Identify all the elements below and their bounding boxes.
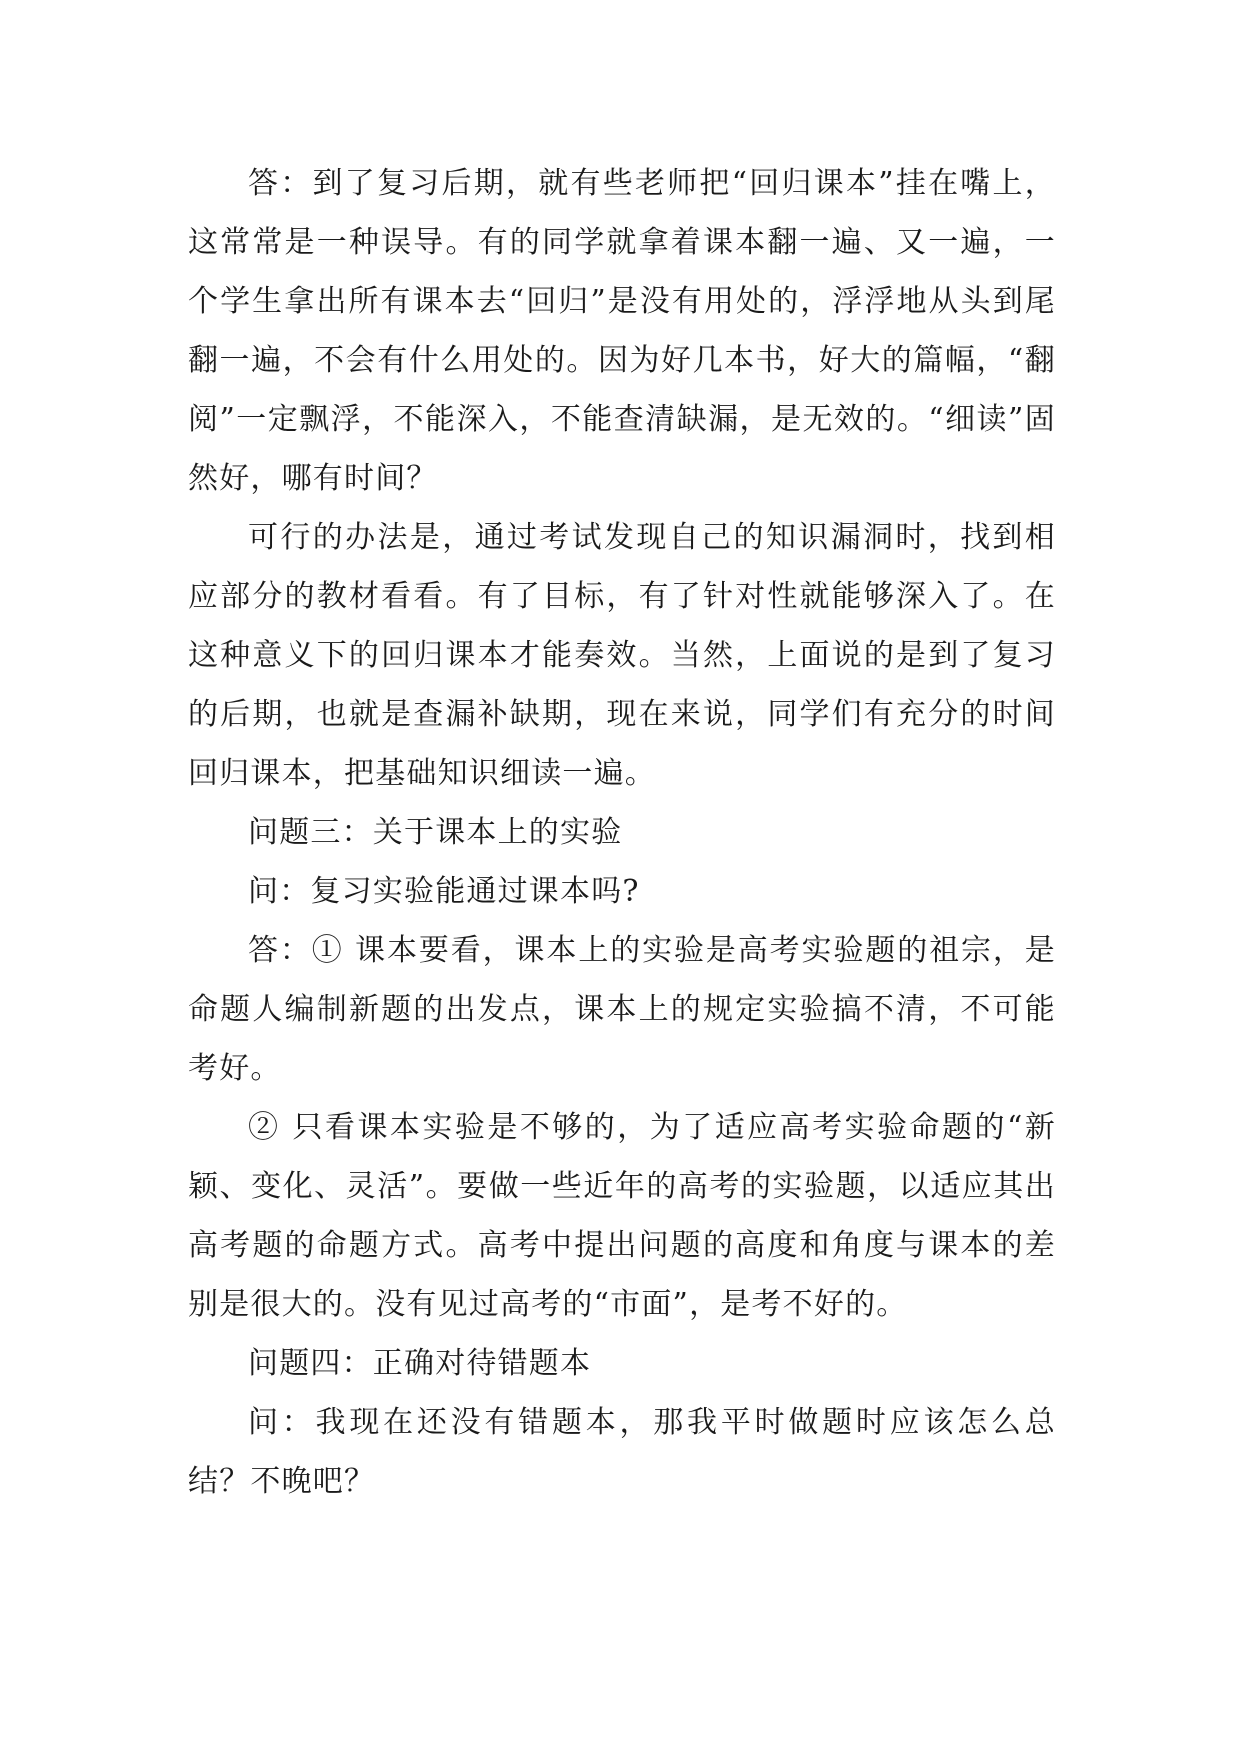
heading-question-three: 问题三：关于课本上的实验 bbox=[248, 815, 623, 850]
paragraph-feasible-method: 可行的办法是，通过考试发现自己的知识漏洞时，找到相应部分的教材看看。有了目标，有了针对性就能够深入了。在这种意义下的回归课本才能奏效。当然，上面说的是到了复习的后期，也就是查漏补缺期，现在来说，同学们有充分的时间回归课本，把基础知识细读一遍。 bbox=[188, 520, 1056, 791]
heading-question-four: 问题四：正确对待错题本 bbox=[248, 1346, 592, 1381]
answer-paragraph-return-to-textbook: 答：到了复习后期，就有些老师把“回归课本”挂在嘴上，这常常是一种误导。有的同学就拿着课本翻一遍、又一遍，一个学生拿出所有课本去“回归”是没有用处的，浮浮地从头到尾翻一遍，不会有什么用处的。因为好几本书，好大的篇幅，“翻阅”一定飘浮，不能深入，不能查清缺漏，是无效的。“细读”固然好，哪有时间？ bbox=[188, 166, 1056, 496]
document-body bbox=[188, 154, 1056, 1511]
question-experiment-review: 问：复习实验能通过课本吗? bbox=[248, 874, 640, 909]
question-mistake-notebook: 问：我现在还没有错题本，那我平时做题时应该怎么总结？不晚吧？ bbox=[188, 1405, 1056, 1499]
answer-point-one: 答：① 课本要看，课本上的实验是高考实验题的祖宗，是命题人编制新题的出发点，课本上的规定实验搞不清，不可能考好。 bbox=[188, 933, 1056, 1086]
answer-point-two: ② 只看课本实验是不够的，为了适应高考实验命题的“新颖、变化、灵活”。要做一些近年的高考的实验题，以适应其出高考题的命题方式。高考中提出问题的高度和角度与课本的差别是很大的。没有见过高考的“市面”，是考不好的。 bbox=[188, 1110, 1056, 1322]
